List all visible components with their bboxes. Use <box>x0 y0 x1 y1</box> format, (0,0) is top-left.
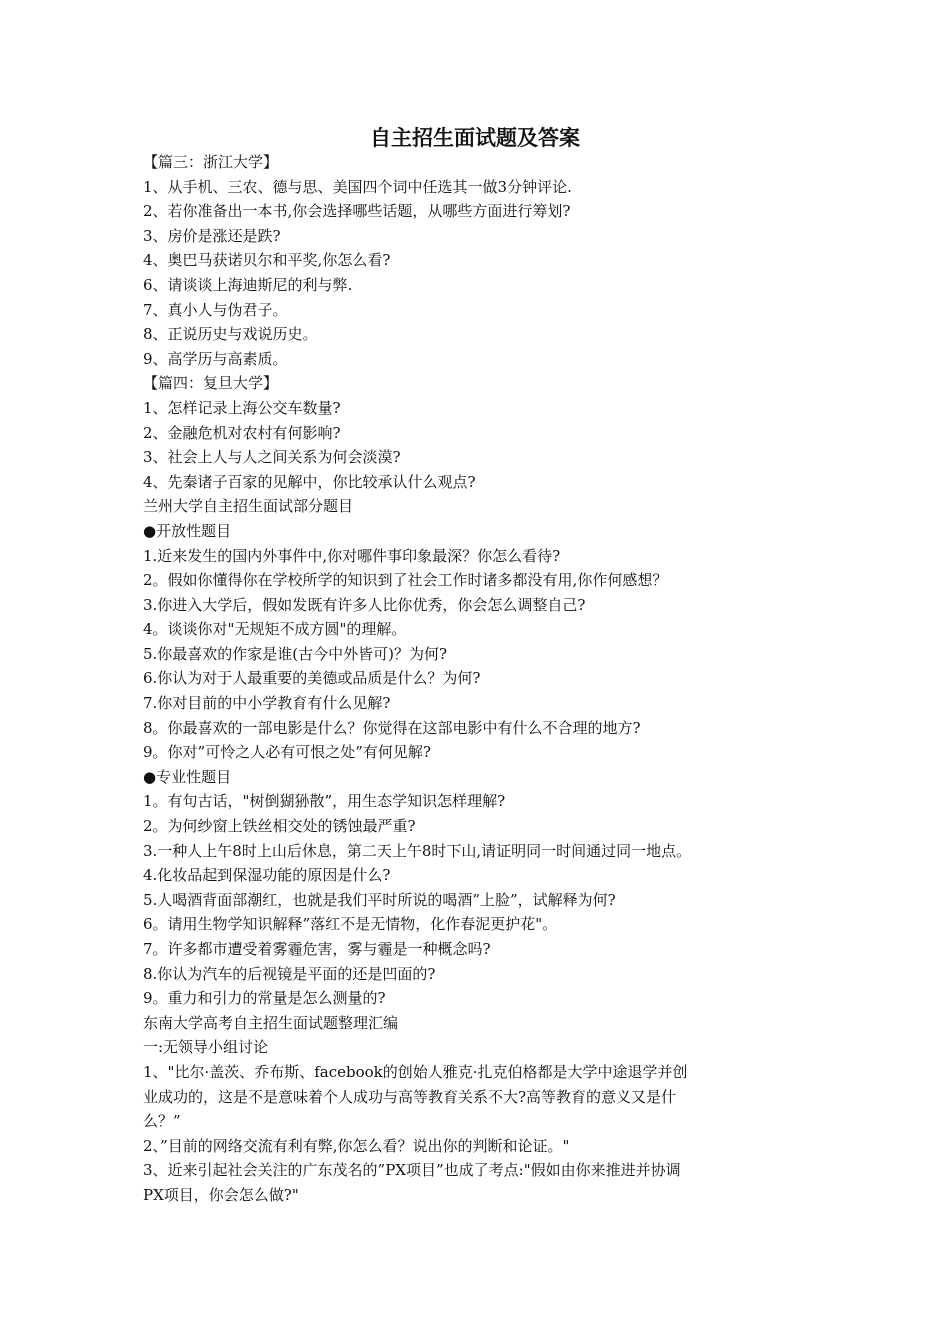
text-line: 3.一种人上午8时上山后休息，第二天上午8时下山,请证明同一时间通过同一地点。 <box>143 841 692 860</box>
subsection-heading-group-discussion: 一:无领导小组讨论 <box>143 1038 269 1057</box>
subsection-heading-open: ●开放性题目 <box>143 521 232 540</box>
text-line: 7、真小人与伪君子。 <box>143 300 288 319</box>
text-line: 3、社会上人与人之间关系为何会淡漠? <box>143 448 401 467</box>
text-line: 4、奥巴马获诺贝尔和平奖,你怎么看? <box>143 251 391 270</box>
section-heading-southeast: 东南大学高考自主招生面试题整理汇编 <box>143 1013 399 1032</box>
section-heading-lanzhou: 兰州大学自主招生面试部分题目 <box>143 497 354 516</box>
text-line: 1、"比尔·盖茨、乔布斯、facebook的创始人雅克·扎克伯格都是大学中途退学并创 <box>143 1062 688 1081</box>
text-line: 4。谈谈你对"无规矩不成方圆"的理解。 <box>143 620 407 639</box>
text-line: 2、若你准备出一本书,你会选择哪些话题，从哪些方面进行筹划? <box>143 202 571 221</box>
text-line: 4.化妆品起到保湿功能的原因是什么? <box>143 866 391 885</box>
text-line: 2。为何纱窗上铁丝相交处的锈蚀最严重? <box>143 817 416 836</box>
document-body <box>143 150 813 1208</box>
text-line: 8。你最喜欢的一部电影是什么？你觉得在这部电影中有什么不合理的地方? <box>143 718 641 737</box>
text-line: 3、近来引起社会关注的广东茂名的”PX项目”也成了考点:"假如由你来推进并协调 <box>143 1161 681 1180</box>
text-line: 3、房价是涨还是跌? <box>143 226 281 245</box>
text-line: 7。许多都市遭受着雾霾危害，雾与霾是一种概念吗? <box>143 940 491 958</box>
text-line: PX项目，你会怎么做?" <box>143 1185 299 1204</box>
text-line: 5.人喝酒背面部潮红，也就是我们平时所说的喝酒”上脸”，试解释为何? <box>143 890 616 909</box>
text-line: 1、怎样记录上海公交车数量? <box>143 398 341 417</box>
text-line: 8、正说历史与戏说历史。 <box>143 325 318 344</box>
text-line: 1、从手机、三农、德与思、美国四个词中任选其一做3分钟评论. <box>143 177 572 196</box>
text-line: 9、高学历与高素质。 <box>143 349 288 368</box>
text-line: 6、请谈谈上海迪斯尼的利与弊. <box>143 275 353 294</box>
section-heading-zhejiang: 【篇三：浙江大学】 <box>143 153 279 171</box>
text-line: 么？” <box>143 1112 181 1131</box>
document-title: 自主招生面试题及答案 <box>370 126 580 150</box>
text-line: 1。有句古话，"树倒猢狲散”，用生态学知识怎样理解? <box>143 792 506 811</box>
text-line: 3.你进入大学后，假如发既有许多人比你优秀，你会怎么调整自己? <box>143 595 586 614</box>
text-line: 1.近来发生的国内外事件中,你对哪件事印象最深？你怎么看待? <box>143 546 561 565</box>
section-heading-fudan: 【篇四：复旦大学】 <box>143 374 279 393</box>
text-line: 7.你对目前的中小学教育有什么见解? <box>143 694 391 713</box>
subsection-heading-professional: ●专业性题目 <box>143 767 232 786</box>
text-line: 2。假如你懂得你在学校所学的知识到了社会工作时诸多都没有用,你作何感想？ <box>143 571 668 590</box>
text-line: 业成功的，这是不是意味着个人成功与高等教育关系不大?高等教育的意义又是什 <box>143 1087 677 1106</box>
text-line: 2、金融危机对农村有何影响? <box>143 423 341 442</box>
text-line: 9。你对”可怜之人必有可恨之处”有何见解? <box>143 743 431 762</box>
text-line: 6.你认为对于人最重要的美德或品质是什么？为何? <box>143 669 481 688</box>
text-line: 9。重力和引力的常量是怎么测量的? <box>143 989 386 1008</box>
text-line: 8.你认为汽车的后视镜是平面的还是凹面的? <box>143 964 436 983</box>
text-line: 2、”目前的网络交流有利有弊,你怎么看？说出你的判断和论证。" <box>143 1136 570 1155</box>
text-line: 4、先秦诸子百家的见解中，你比较承认什么观点? <box>143 472 476 491</box>
text-line: 5.你最喜欢的作家是谁(古今中外皆可)？为何? <box>143 644 448 663</box>
text-line: 6。请用生物学知识解释”落红不是无情物，化作春泥更护花"。 <box>143 915 558 934</box>
